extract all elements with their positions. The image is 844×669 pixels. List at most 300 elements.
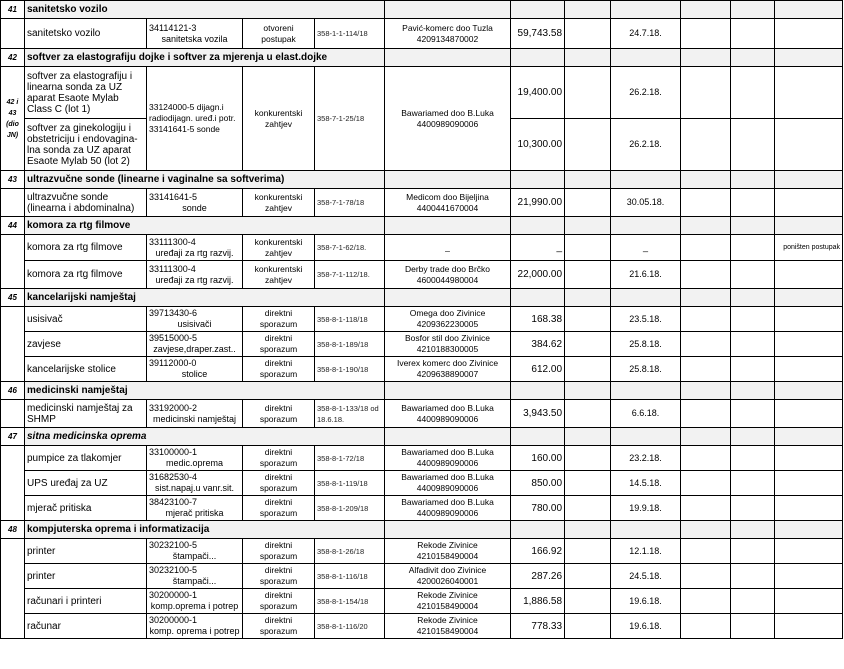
row-number: [1, 539, 25, 639]
cpv-description: usisivači: [177, 319, 212, 329]
section-header-cell: [511, 521, 565, 539]
note-cell: [775, 119, 843, 171]
section-header-cell: [511, 289, 565, 307]
cpv-code: 33124000-5 dijagn.i radiodijagn. uređ.i potr. 33141641-5 sonde: [147, 67, 243, 171]
table-row: [1, 614, 843, 639]
contract-number: 358-8-1-26/18: [315, 539, 385, 564]
table-row: [1, 446, 843, 471]
supplier-name: Derby trade doo Brčko: [404, 263, 491, 274]
row-number: [1, 400, 25, 428]
empty-cell: [731, 119, 775, 171]
empty-cell: [731, 400, 775, 428]
contract-date: 12.1.18.: [611, 539, 681, 564]
cpv-number: 39112000-0: [149, 358, 197, 368]
table-row: [1, 539, 843, 564]
empty-cell: [731, 564, 775, 589]
section-header-cell: [611, 521, 681, 539]
supplier: [385, 614, 511, 639]
contract-number: 358-8-1-116/20: [315, 614, 385, 639]
section-header-cell: [775, 171, 843, 189]
note-cell: [775, 471, 843, 496]
supplier-id: 4400989090006: [416, 483, 479, 493]
empty-cell: [731, 589, 775, 614]
contract-date: 19.9.18.: [611, 496, 681, 521]
contract-number: 358-8-1-116/18: [315, 564, 385, 589]
note-cell: [775, 19, 843, 49]
cpv-number: 31682530-4: [149, 472, 198, 482]
note-cell: [775, 307, 843, 332]
section-header-cell: [681, 289, 731, 307]
empty-cell: [565, 539, 611, 564]
item-name: softver za ginekologiju i obstetriciju i endovagina-lna sonda za UZ aparat Esaote Mylab 50 (lot 2): [25, 119, 147, 171]
cpv-number: 33192000-2: [149, 402, 198, 413]
section-header-cell: [611, 49, 681, 67]
contract-date: 25.8.18.: [611, 332, 681, 357]
contract-date: _: [611, 235, 681, 261]
procedure-type: direktni sporazum: [243, 496, 315, 521]
item-name: printer: [25, 564, 147, 589]
cpv-code: [147, 471, 243, 496]
section-header-cell: [385, 217, 511, 235]
contract-value: 384.62: [511, 332, 565, 357]
supplier-name: Rekode Zivinice: [417, 615, 478, 625]
section-number: 48: [1, 521, 25, 539]
row-number: [1, 235, 25, 289]
procedure-type: direktni sporazum: [243, 471, 315, 496]
section-header-cell: [385, 1, 511, 19]
section-header-cell: [775, 289, 843, 307]
section-header-cell: [681, 428, 731, 446]
supplier-name: Bawariamed doo B.Luka: [401, 472, 494, 482]
note-cell: [775, 446, 843, 471]
row-number: [1, 189, 25, 217]
cpv-code: [147, 189, 243, 217]
table-row: [1, 19, 843, 49]
item-name: printer: [25, 539, 147, 564]
section-header-cell: [611, 382, 681, 400]
supplier: [385, 589, 511, 614]
contract-value: 19,400.00: [511, 67, 565, 119]
cpv-code: [147, 446, 243, 471]
section-header-cell: [511, 217, 565, 235]
table-row: [1, 189, 843, 217]
supplier-id: 4200026040001: [416, 576, 479, 586]
contract-date: 25.8.18.: [611, 357, 681, 382]
contract-number: 358-8-1-119/18: [315, 471, 385, 496]
empty-cell: [681, 496, 731, 521]
table-row: [1, 332, 843, 357]
cpv-number: 30232100-5: [149, 565, 198, 575]
cpv-code: [147, 307, 243, 332]
section-header-cell: [731, 217, 775, 235]
contract-date: 30.05.18.: [611, 189, 681, 217]
procedure-type: konkurentski zahtjev: [243, 235, 315, 261]
contract-date: 24.7.18.: [611, 19, 681, 49]
section-header-cell: [731, 49, 775, 67]
contract-number: 358-8-1-190/18: [315, 357, 385, 382]
section-header-cell: [731, 289, 775, 307]
item-name: zavjese: [25, 332, 147, 357]
empty-cell: [565, 564, 611, 589]
cpv-number: 30232100-5: [149, 540, 198, 550]
cpv-code: [147, 332, 243, 357]
contract-value: 778.33: [511, 614, 565, 639]
note-cell: [775, 400, 843, 428]
empty-cell: [731, 496, 775, 521]
section-header-cell: [565, 1, 611, 19]
contract-number: 358-7-1-25/18: [315, 67, 385, 171]
section-header-cell: [775, 428, 843, 446]
contract-date: 24.5.18.: [611, 564, 681, 589]
section-header-cell: [681, 217, 731, 235]
procedure-type: konkurentski zahtjev: [243, 189, 315, 217]
empty-cell: [565, 589, 611, 614]
table-row: [1, 589, 843, 614]
section-number: 47: [1, 428, 25, 446]
section-header-row: [1, 382, 843, 400]
section-title: medicinski namještaj: [25, 382, 385, 400]
cpv-number: 34114121-3: [149, 22, 197, 33]
procedure-type: direktni sporazum: [243, 614, 315, 639]
empty-cell: [565, 119, 611, 171]
supplier-name: _: [445, 242, 450, 252]
empty-cell: [681, 446, 731, 471]
cpv-code: [147, 589, 243, 614]
supplier-name: Iverex komerc doo Zivinice: [396, 358, 499, 368]
supplier-id: 4210158490004: [416, 601, 479, 611]
empty-cell: [681, 19, 731, 49]
cpv-code: [147, 235, 243, 261]
empty-cell: [565, 235, 611, 261]
table-row: [1, 357, 843, 382]
section-title: kompjuterska oprema i informatizacija: [25, 521, 385, 539]
cpv-description: medicinski namještaj: [152, 413, 237, 424]
section-number: 42: [1, 49, 25, 67]
section-number: 46: [1, 382, 25, 400]
cpv-description: uređaji za rtg razvij.: [155, 247, 234, 258]
section-header-row: [1, 1, 843, 19]
contract-value: 850.00: [511, 471, 565, 496]
empty-cell: [565, 307, 611, 332]
note-cell: [775, 189, 843, 217]
contract-value: 168.38: [511, 307, 565, 332]
supplier-id: 4210158490004: [416, 626, 479, 636]
section-header-cell: [385, 382, 511, 400]
supplier: [385, 496, 511, 521]
supplier-id: 4600044980004: [416, 274, 479, 285]
cpv-number: 33100000-1: [149, 447, 198, 457]
cpv-number: 39515000-5: [149, 333, 198, 343]
table-row: [1, 307, 843, 332]
supplier: [385, 471, 511, 496]
empty-cell: [681, 357, 731, 382]
section-header-cell: [385, 521, 511, 539]
item-name: računari i printeri: [25, 589, 147, 614]
section-number: 44: [1, 217, 25, 235]
supplier-name: Medicom doo Bijeljina: [406, 191, 489, 202]
cpv-code: [147, 614, 243, 639]
contract-date: 23.2.18.: [611, 446, 681, 471]
section-header-row: [1, 49, 843, 67]
supplier: [385, 564, 511, 589]
supplier-name: Rekode Zivinice: [417, 590, 478, 600]
cpv-code: [147, 496, 243, 521]
section-title: sitna medicinska oprema: [25, 428, 385, 446]
supplier: [385, 400, 511, 428]
note-cell: [775, 589, 843, 614]
section-header-cell: [681, 49, 731, 67]
supplier-id: 4400989090006: [416, 508, 479, 518]
item-name: komora za rtg filmove: [25, 235, 147, 261]
empty-cell: [681, 67, 731, 119]
section-header-cell: [731, 171, 775, 189]
section-header-row: [1, 428, 843, 446]
procedure-type: direktni sporazum: [243, 446, 315, 471]
section-header-row: [1, 217, 843, 235]
contract-value: 612.00: [511, 357, 565, 382]
empty-cell: [681, 332, 731, 357]
contract-value: 10,300.00: [511, 119, 565, 171]
section-header-cell: [565, 382, 611, 400]
empty-cell: [731, 471, 775, 496]
section-header-row: [1, 171, 843, 189]
procedure-type: konkurentski zahtjev: [243, 67, 315, 171]
section-header-cell: [611, 171, 681, 189]
cpv-number: 38423100-7: [149, 497, 198, 507]
section-header-cell: [511, 382, 565, 400]
item-name: mjerač pritiska: [25, 496, 147, 521]
supplier: [385, 19, 511, 49]
section-header-cell: [385, 171, 511, 189]
empty-cell: [565, 67, 611, 119]
item-name: ultrazvučne sonde (linearna i abdominalna): [25, 189, 147, 217]
cpv-description: medic.oprema: [165, 458, 224, 468]
supplier-name: Bawariamed doo B.Luka: [401, 402, 494, 413]
note-cell: [775, 496, 843, 521]
supplier-name: Bosfor stil doo Zivinice: [404, 333, 491, 343]
contract-number: 358-8-1-72/18: [315, 446, 385, 471]
note-cell: [775, 539, 843, 564]
section-header-cell: [681, 521, 731, 539]
cpv-number: 33111300-4: [149, 263, 196, 274]
supplier: [385, 189, 511, 217]
cpv-description: sanitetska vozila: [161, 33, 228, 44]
section-header-row: [1, 289, 843, 307]
empty-cell: [681, 589, 731, 614]
item-name: sanitetsko vozilo: [25, 19, 147, 49]
contract-date: 26.2.18.: [611, 67, 681, 119]
empty-cell: [681, 119, 731, 171]
table-row: [1, 67, 843, 119]
procurement-table-body: [1, 1, 843, 639]
cpv-number: 30200000-1: [149, 590, 198, 600]
supplier: [385, 446, 511, 471]
empty-cell: [731, 614, 775, 639]
section-header-cell: [385, 428, 511, 446]
contract-value: 780.00: [511, 496, 565, 521]
contract-number: 358-8-1-189/18: [315, 332, 385, 357]
supplier: [385, 235, 511, 261]
supplier-id: 4400989090006: [416, 413, 479, 424]
section-title: kancelarijski namještaj: [25, 289, 385, 307]
contract-value: 59,743.58: [511, 19, 565, 49]
empty-cell: [565, 496, 611, 521]
empty-cell: [731, 332, 775, 357]
contract-number: 358-1-1-114/18: [315, 19, 385, 49]
contract-number: 358-8-1-209/18: [315, 496, 385, 521]
section-header-cell: [731, 382, 775, 400]
contract-number: 358-8-1-133/18 od 18.6.18.: [315, 400, 385, 428]
empty-cell: [731, 357, 775, 382]
cpv-number: 30200000-1: [149, 615, 198, 625]
contract-number: 358-8-1-118/18: [315, 307, 385, 332]
section-title: softver za elastografiju dojke i softver za mjerenja u elast.dojke: [25, 49, 385, 67]
section-title: sanitetsko vozilo: [25, 1, 385, 19]
item-name: softver za elastografiju i linearna sonda za UZ aparat Esaote Mylab Class C (lot 1): [25, 67, 147, 119]
cpv-code: [147, 400, 243, 428]
procedure-type: direktni sporazum: [243, 307, 315, 332]
empty-cell: [565, 189, 611, 217]
section-header-cell: [611, 217, 681, 235]
cpv-description: uređaji za rtg razvij.: [155, 274, 234, 285]
cpv-description: stolice: [181, 369, 208, 379]
supplier-id: 4209134870002: [416, 33, 479, 44]
section-header-cell: [511, 171, 565, 189]
procedure-type: otvoreni postupak: [243, 19, 315, 49]
empty-cell: [731, 67, 775, 119]
section-header-cell: [511, 1, 565, 19]
empty-cell: [565, 261, 611, 289]
empty-cell: [731, 446, 775, 471]
note-cell: [775, 564, 843, 589]
empty-cell: [731, 539, 775, 564]
cpv-description: sist.napaj.u vanr.sit.: [154, 483, 235, 493]
supplier: [385, 261, 511, 289]
section-header-cell: [775, 49, 843, 67]
section-number: 41: [1, 1, 25, 19]
cpv-description: sonde: [182, 202, 207, 213]
supplier-id: 4400441670004: [416, 202, 479, 213]
contract-number: 358-7-1-112/18.: [315, 261, 385, 289]
section-header-cell: [611, 289, 681, 307]
supplier-name: Bawariamed doo B.Luka: [401, 107, 494, 118]
note-cell: [775, 261, 843, 289]
cpv-description: komp.oprema i potrep: [150, 601, 239, 611]
section-header-cell: [731, 1, 775, 19]
note-cell: [775, 614, 843, 639]
supplier-name: Bawariamed doo B.Luka: [401, 447, 494, 457]
contract-value: 160.00: [511, 446, 565, 471]
item-name: kancelarijske stolice: [25, 357, 147, 382]
section-header-cell: [511, 428, 565, 446]
empty-cell: [681, 471, 731, 496]
section-header-cell: [775, 1, 843, 19]
item-name: pumpice za tlakomjer: [25, 446, 147, 471]
section-header-cell: [681, 171, 731, 189]
empty-cell: [731, 235, 775, 261]
table-row: [1, 564, 843, 589]
procedure-type: direktni sporazum: [243, 400, 315, 428]
empty-cell: [681, 614, 731, 639]
contract-value: 287.26: [511, 564, 565, 589]
cpv-code: [147, 19, 243, 49]
empty-cell: [565, 614, 611, 639]
table-row: [1, 471, 843, 496]
contract-value: _: [511, 235, 565, 261]
section-header-cell: [565, 49, 611, 67]
supplier: [385, 357, 511, 382]
supplier-id: 4209638890007: [416, 369, 479, 379]
empty-cell: [681, 235, 731, 261]
item-name: UPS uređaj za UZ: [25, 471, 147, 496]
section-header-cell: [565, 289, 611, 307]
section-title: ultrazvučne sonde (linearne i vaginalne sa softverima): [25, 171, 385, 189]
section-number: 45: [1, 289, 25, 307]
section-number: 43: [1, 171, 25, 189]
procedure-type: direktni sporazum: [243, 357, 315, 382]
section-header-cell: [611, 1, 681, 19]
supplier-id: 4400989090006: [416, 118, 479, 129]
supplier-id: 4210188300005: [416, 344, 479, 354]
section-header-cell: [565, 428, 611, 446]
contract-date: 6.6.18.: [611, 400, 681, 428]
contract-date: 23.5.18.: [611, 307, 681, 332]
section-header-cell: [385, 49, 511, 67]
contract-value: 22,000.00: [511, 261, 565, 289]
item-name: računar: [25, 614, 147, 639]
empty-cell: [731, 189, 775, 217]
supplier: [385, 307, 511, 332]
empty-cell: [731, 307, 775, 332]
item-name: usisivač: [25, 307, 147, 332]
procedure-type: konkurentski zahtjev: [243, 261, 315, 289]
row-number: [1, 19, 25, 49]
contract-number: 358-8-1-154/18: [315, 589, 385, 614]
empty-cell: [565, 357, 611, 382]
contract-value: 1,886.58: [511, 589, 565, 614]
empty-cell: [565, 400, 611, 428]
row-number: [1, 307, 25, 382]
procedure-type: direktni sporazum: [243, 332, 315, 357]
cpv-code: [147, 539, 243, 564]
cpv-description: štampači...: [172, 576, 217, 586]
section-header-cell: [775, 217, 843, 235]
row-number: [1, 446, 25, 521]
empty-cell: [681, 564, 731, 589]
section-header-cell: [775, 382, 843, 400]
empty-cell: [681, 400, 731, 428]
cpv-description: mjerač pritiska: [165, 508, 224, 518]
supplier: [385, 67, 511, 171]
procedure-type: direktni sporazum: [243, 564, 315, 589]
supplier-name: Bawariamed doo B.Luka: [401, 497, 494, 507]
section-title: komora za rtg filmove: [25, 217, 385, 235]
section-header-cell: [565, 171, 611, 189]
contract-value: 3,943.50: [511, 400, 565, 428]
cpv-code: [147, 564, 243, 589]
section-header-cell: [565, 217, 611, 235]
section-header-cell: [511, 49, 565, 67]
contract-date: 19.6.18.: [611, 589, 681, 614]
section-header-cell: [731, 521, 775, 539]
empty-cell: [565, 446, 611, 471]
empty-cell: [681, 307, 731, 332]
section-header-cell: [775, 521, 843, 539]
cpv-description: štampači...: [172, 551, 217, 561]
section-header-cell: [385, 289, 511, 307]
supplier-name: Alfadivit doo Zivinice: [408, 565, 487, 575]
empty-cell: [681, 261, 731, 289]
